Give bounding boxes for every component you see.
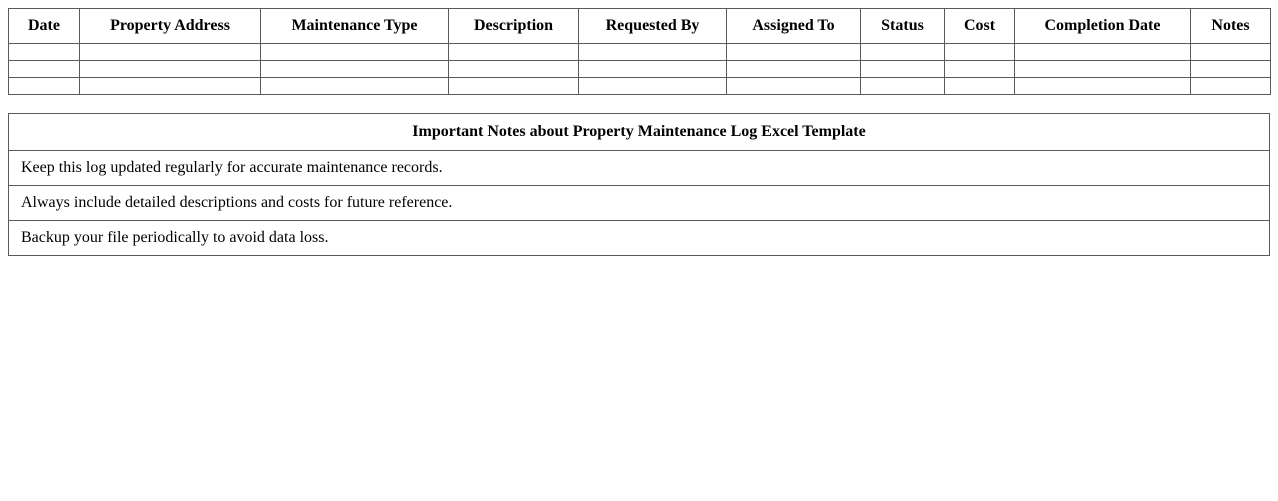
table-cell[interactable]	[80, 44, 261, 61]
notes-title: Important Notes about Property Maintenance Log Excel Template	[9, 114, 1270, 151]
table-cell[interactable]	[1191, 78, 1271, 95]
column-header-notes: Notes	[1191, 9, 1271, 44]
table-cell[interactable]	[861, 44, 945, 61]
table-cell[interactable]	[449, 44, 579, 61]
column-header-date: Date	[9, 9, 80, 44]
table-cell[interactable]	[727, 44, 861, 61]
table-cell[interactable]	[1191, 44, 1271, 61]
column-header-description: Description	[449, 9, 579, 44]
notes-row	[9, 151, 1270, 186]
table-cell[interactable]	[261, 61, 449, 78]
table-row	[9, 61, 1271, 78]
table-cell[interactable]	[945, 78, 1015, 95]
column-header-property-address: Property Address	[80, 9, 261, 44]
note-item: Always include detailed descriptions and costs for future reference.	[9, 186, 1270, 221]
table-cell[interactable]	[261, 44, 449, 61]
table-cell[interactable]	[9, 61, 80, 78]
table-row	[9, 78, 1271, 95]
table-cell[interactable]	[449, 78, 579, 95]
table-cell[interactable]	[1191, 61, 1271, 78]
table-cell[interactable]	[861, 78, 945, 95]
table-row	[9, 44, 1271, 61]
table-cell[interactable]	[945, 61, 1015, 78]
note-item: Keep this log updated regularly for accurate maintenance records.	[9, 151, 1270, 186]
table-cell[interactable]	[727, 61, 861, 78]
important-notes-table	[8, 113, 1270, 256]
column-header-assigned-to: Assigned To	[727, 9, 861, 44]
column-header-completion-date: Completion Date	[1015, 9, 1191, 44]
note-item: Backup your file periodically to avoid data loss.	[9, 221, 1270, 256]
column-header-status: Status	[861, 9, 945, 44]
table-cell[interactable]	[579, 44, 727, 61]
table-cell[interactable]	[1015, 61, 1191, 78]
table-cell[interactable]	[861, 61, 945, 78]
column-header-maintenance-type: Maintenance Type	[261, 9, 449, 44]
table-cell[interactable]	[1015, 78, 1191, 95]
table-cell[interactable]	[945, 44, 1015, 61]
notes-row	[9, 186, 1270, 221]
document-body	[8, 8, 1270, 256]
notes-header-row	[9, 114, 1270, 151]
table-cell[interactable]	[261, 78, 449, 95]
table-cell[interactable]	[727, 78, 861, 95]
table-cell[interactable]	[80, 61, 261, 78]
column-header-requested-by: Requested By	[579, 9, 727, 44]
table-cell[interactable]	[9, 78, 80, 95]
table-cell[interactable]	[449, 61, 579, 78]
table-cell[interactable]	[579, 78, 727, 95]
table-header-row	[9, 9, 1271, 44]
maintenance-log-table	[8, 8, 1271, 95]
table-cell[interactable]	[579, 61, 727, 78]
table-cell[interactable]	[9, 44, 80, 61]
table-cell[interactable]	[80, 78, 261, 95]
column-header-cost: Cost	[945, 9, 1015, 44]
table-cell[interactable]	[1015, 44, 1191, 61]
notes-row	[9, 221, 1270, 256]
